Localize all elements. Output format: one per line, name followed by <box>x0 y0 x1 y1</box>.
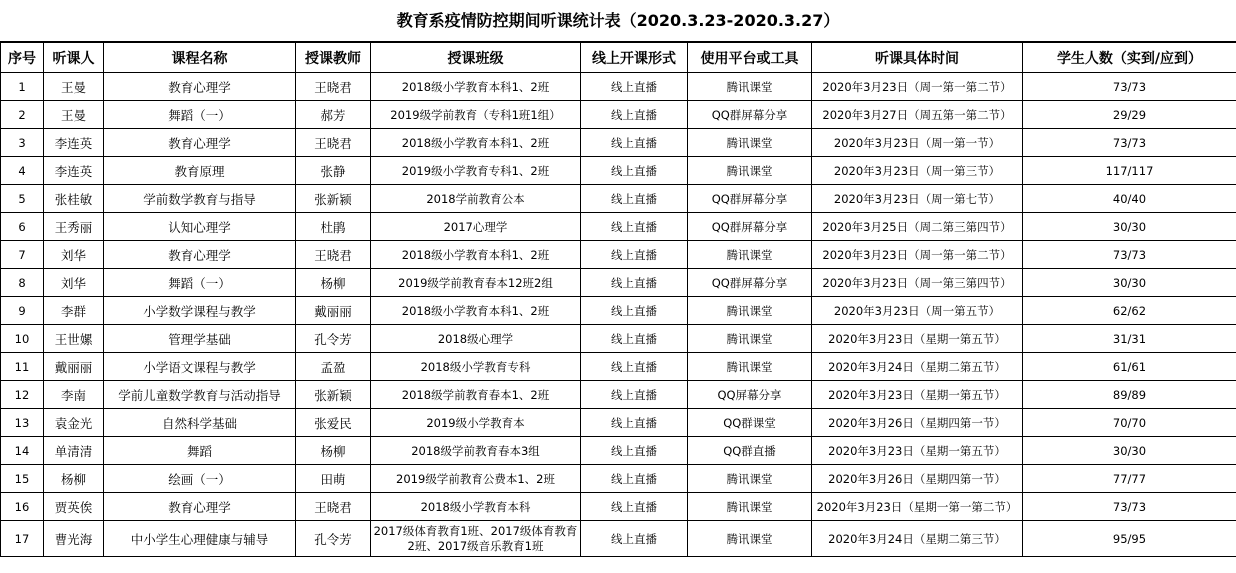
cell-students[interactable]: 31/31 <box>1023 325 1236 353</box>
cell-format[interactable]: 线上直播 <box>581 101 688 129</box>
cell-platform[interactable]: 腾讯课堂 <box>688 465 812 493</box>
cell-seq[interactable]: 4 <box>1 157 44 185</box>
table-row <box>1 269 1236 297</box>
cell-teacher[interactable]: 戴丽丽 <box>296 297 371 325</box>
attendance-table <box>0 42 1236 557</box>
cell-format[interactable]: 线上直播 <box>581 157 688 185</box>
cell-platform[interactable]: 腾讯课堂 <box>688 157 812 185</box>
cell-students[interactable]: 40/40 <box>1023 185 1236 213</box>
table-row <box>1 185 1236 213</box>
column-header-course[interactable]: 课程名称 <box>104 43 296 73</box>
cell-students[interactable]: 95/95 <box>1023 521 1236 557</box>
table-row <box>1 297 1236 325</box>
cell-students[interactable]: 30/30 <box>1023 269 1236 297</box>
cell-format[interactable]: 线上直播 <box>581 129 688 157</box>
cell-teacher[interactable]: 孔令芳 <box>296 521 371 557</box>
cell-class[interactable]: 2018级小学教育专科 <box>371 353 581 381</box>
cell-teacher[interactable]: 田萌 <box>296 465 371 493</box>
table-row <box>1 353 1236 381</box>
table-row <box>1 521 1236 557</box>
cell-class[interactable]: 2017心理学 <box>371 213 581 241</box>
table-header-row <box>1 43 1236 73</box>
cell-teacher[interactable]: 郝芳 <box>296 101 371 129</box>
column-header-platform[interactable]: 使用平台或工具 <box>688 43 812 73</box>
cell-teacher[interactable]: 王晓君 <box>296 129 371 157</box>
cell-time[interactable]: 2020年3月23日（周一第三第四节） <box>812 269 1023 297</box>
cell-class[interactable]: 2018级小学教育本科1、2班 <box>371 129 581 157</box>
cell-listener[interactable]: 王秀丽 <box>44 213 104 241</box>
cell-teacher[interactable]: 孟盈 <box>296 353 371 381</box>
cell-listener[interactable]: 李群 <box>44 297 104 325</box>
cell-listener[interactable]: 王曼 <box>44 73 104 101</box>
cell-class[interactable]: 2019级小学教育本 <box>371 409 581 437</box>
cell-class[interactable]: 2017级体育教育1班、2017级体育教育2班、2017级音乐教育1班 <box>371 521 581 557</box>
cell-platform[interactable]: 腾讯课堂 <box>688 353 812 381</box>
cell-course[interactable]: 舞蹈（一） <box>104 269 296 297</box>
cell-seq[interactable]: 6 <box>1 213 44 241</box>
cell-time[interactable]: 2020年3月26日（星期四第一节） <box>812 465 1023 493</box>
cell-time[interactable]: 2020年3月23日（星期一第五节） <box>812 325 1023 353</box>
cell-class[interactable]: 2019级学前教育春本12班2组 <box>371 269 581 297</box>
table-row <box>1 325 1236 353</box>
cell-course[interactable]: 教育心理学 <box>104 129 296 157</box>
table-row <box>1 73 1236 101</box>
cell-format[interactable]: 线上直播 <box>581 465 688 493</box>
cell-course[interactable]: 认知心理学 <box>104 213 296 241</box>
cell-time[interactable]: 2020年3月23日（周一第一节） <box>812 129 1023 157</box>
cell-time[interactable]: 2020年3月23日（周一第一第二节） <box>812 73 1023 101</box>
cell-class[interactable]: 2019级学前教育（专科1班1组） <box>371 101 581 129</box>
cell-course[interactable]: 绘画（一） <box>104 465 296 493</box>
cell-seq[interactable]: 2 <box>1 101 44 129</box>
cell-class[interactable]: 2018级小学教育本科1、2班 <box>371 73 581 101</box>
cell-time[interactable]: 2020年3月23日（周一第五节） <box>812 297 1023 325</box>
table-row <box>1 437 1236 465</box>
cell-platform[interactable]: 腾讯课堂 <box>688 521 812 557</box>
cell-seq[interactable]: 1 <box>1 73 44 101</box>
cell-teacher[interactable]: 孔令芳 <box>296 325 371 353</box>
cell-time[interactable]: 2020年3月23日（星期一第一第二节） <box>812 493 1023 521</box>
cell-seq[interactable]: 16 <box>1 493 44 521</box>
cell-class[interactable]: 2018级小学教育本科1、2班 <box>371 297 581 325</box>
cell-platform[interactable]: 腾讯课堂 <box>688 241 812 269</box>
cell-seq[interactable]: 12 <box>1 381 44 409</box>
cell-format[interactable]: 线上直播 <box>581 269 688 297</box>
cell-course[interactable]: 教育心理学 <box>104 73 296 101</box>
cell-seq[interactable]: 14 <box>1 437 44 465</box>
table-row <box>1 129 1236 157</box>
cell-students[interactable]: 73/73 <box>1023 129 1236 157</box>
cell-course[interactable]: 教育心理学 <box>104 241 296 269</box>
cell-class[interactable]: 2018级小学教育本科 <box>371 493 581 521</box>
cell-platform[interactable]: QQ群直播 <box>688 437 812 465</box>
cell-teacher[interactable]: 王晓君 <box>296 73 371 101</box>
cell-course[interactable]: 舞蹈（一） <box>104 101 296 129</box>
cell-course[interactable]: 学前数学教育与指导 <box>104 185 296 213</box>
cell-format[interactable]: 线上直播 <box>581 409 688 437</box>
cell-format[interactable]: 线上直播 <box>581 185 688 213</box>
cell-seq[interactable]: 10 <box>1 325 44 353</box>
cell-platform[interactable]: 腾讯课堂 <box>688 325 812 353</box>
column-header-students[interactable]: 学生人数（实到/应到） <box>1023 43 1236 73</box>
cell-listener[interactable]: 刘华 <box>44 241 104 269</box>
sheet-title: 教育系疫情防控期间听课统计表（2020.3.23-2020.3.27） <box>0 0 1236 42</box>
cell-time[interactable]: 2020年3月25日（周二第三第四节） <box>812 213 1023 241</box>
cell-listener[interactable]: 单清清 <box>44 437 104 465</box>
cell-seq[interactable]: 11 <box>1 353 44 381</box>
cell-teacher[interactable]: 张新颖 <box>296 381 371 409</box>
cell-course[interactable]: 学前儿童数学教育与活动指导 <box>104 381 296 409</box>
cell-course[interactable]: 自然科学基础 <box>104 409 296 437</box>
cell-teacher[interactable]: 杨柳 <box>296 269 371 297</box>
cell-format[interactable]: 线上直播 <box>581 241 688 269</box>
cell-students[interactable]: 117/117 <box>1023 157 1236 185</box>
cell-listener[interactable]: 王曼 <box>44 101 104 129</box>
cell-class[interactable]: 2018学前教育公本 <box>371 185 581 213</box>
cell-format[interactable]: 线上直播 <box>581 381 688 409</box>
cell-listener[interactable]: 张桂敏 <box>44 185 104 213</box>
cell-seq[interactable]: 17 <box>1 521 44 557</box>
cell-course[interactable]: 小学语文课程与教学 <box>104 353 296 381</box>
column-header-time[interactable]: 听课具体时间 <box>812 43 1023 73</box>
cell-seq[interactable]: 13 <box>1 409 44 437</box>
cell-format[interactable]: 线上直播 <box>581 437 688 465</box>
cell-listener[interactable]: 贾英俟 <box>44 493 104 521</box>
cell-students[interactable]: 73/73 <box>1023 241 1236 269</box>
cell-time[interactable]: 2020年3月24日（星期二第三节） <box>812 521 1023 557</box>
cell-seq[interactable]: 9 <box>1 297 44 325</box>
cell-teacher[interactable]: 杨柳 <box>296 437 371 465</box>
cell-course[interactable]: 中小学生心理健康与辅导 <box>104 521 296 557</box>
cell-time[interactable]: 2020年3月23日（周一第一第二节） <box>812 241 1023 269</box>
cell-class[interactable]: 2018级心理学 <box>371 325 581 353</box>
cell-format[interactable]: 线上直播 <box>581 353 688 381</box>
cell-listener[interactable]: 杨柳 <box>44 465 104 493</box>
cell-teacher[interactable]: 张爱民 <box>296 409 371 437</box>
cell-listener[interactable]: 刘华 <box>44 269 104 297</box>
cell-course[interactable]: 管理学基础 <box>104 325 296 353</box>
cell-platform[interactable]: 腾讯课堂 <box>688 129 812 157</box>
column-header-format[interactable]: 线上开课形式 <box>581 43 688 73</box>
cell-teacher[interactable]: 张新颍 <box>296 185 371 213</box>
cell-teacher[interactable]: 王晓君 <box>296 493 371 521</box>
cell-platform[interactable]: QQ群屏幕分享 <box>688 269 812 297</box>
column-header-listener[interactable]: 听课人 <box>44 43 104 73</box>
cell-students[interactable]: 77/77 <box>1023 465 1236 493</box>
cell-listener[interactable]: 李南 <box>44 381 104 409</box>
table-body <box>1 73 1236 557</box>
cell-course[interactable]: 教育心理学 <box>104 493 296 521</box>
cell-time[interactable]: 2020年3月24日（星期二第五节） <box>812 353 1023 381</box>
table-row <box>1 157 1236 185</box>
cell-listener[interactable]: 曹光海 <box>44 521 104 557</box>
cell-format[interactable]: 线上直播 <box>581 325 688 353</box>
cell-format[interactable]: 线上直播 <box>581 213 688 241</box>
cell-time[interactable]: 2020年3月23日（周一第七节） <box>812 185 1023 213</box>
cell-students[interactable]: 30/30 <box>1023 213 1236 241</box>
cell-listener[interactable]: 戴丽丽 <box>44 353 104 381</box>
cell-listener[interactable]: 李连英 <box>44 157 104 185</box>
cell-class[interactable]: 2018级学前教育春本3组 <box>371 437 581 465</box>
cell-students[interactable]: 61/61 <box>1023 353 1236 381</box>
cell-seq[interactable]: 15 <box>1 465 44 493</box>
cell-students[interactable]: 30/30 <box>1023 437 1236 465</box>
cell-students[interactable]: 70/70 <box>1023 409 1236 437</box>
column-header-seq[interactable]: 序号 <box>1 43 44 73</box>
cell-platform[interactable]: QQ群屏幕分享 <box>688 101 812 129</box>
cell-listener[interactable]: 李连英 <box>44 129 104 157</box>
cell-format[interactable]: 线上直播 <box>581 297 688 325</box>
table-row <box>1 241 1236 269</box>
cell-teacher[interactable]: 杜鹃 <box>296 213 371 241</box>
cell-platform[interactable]: QQ屏幕分享 <box>688 381 812 409</box>
cell-time[interactable]: 2020年3月23日（星期一第五节） <box>812 437 1023 465</box>
table-row <box>1 409 1236 437</box>
column-header-class[interactable]: 授课班级 <box>371 43 581 73</box>
cell-class[interactable]: 2018级小学教育本科1、2班 <box>371 241 581 269</box>
cell-time[interactable]: 2020年3月23日（星期一第五节） <box>812 381 1023 409</box>
table-row <box>1 101 1236 129</box>
cell-seq[interactable]: 3 <box>1 129 44 157</box>
cell-platform[interactable]: 腾讯课堂 <box>688 73 812 101</box>
column-header-teacher[interactable]: 授课教师 <box>296 43 371 73</box>
cell-platform[interactable]: 腾讯课堂 <box>688 493 812 521</box>
cell-class[interactable]: 2018级学前教育春本1、2班 <box>371 381 581 409</box>
cell-platform[interactable]: QQ群课堂 <box>688 409 812 437</box>
cell-teacher[interactable]: 张静 <box>296 157 371 185</box>
cell-seq[interactable]: 8 <box>1 269 44 297</box>
cell-class[interactable]: 2019级小学教育专科1、2班 <box>371 157 581 185</box>
cell-listener[interactable]: 王世嫘 <box>44 325 104 353</box>
cell-time[interactable]: 2020年3月27日（周五第一第二节） <box>812 101 1023 129</box>
cell-students[interactable]: 89/89 <box>1023 381 1236 409</box>
table-row <box>1 381 1236 409</box>
cell-platform[interactable]: 腾讯课堂 <box>688 297 812 325</box>
table-row <box>1 465 1236 493</box>
cell-students[interactable]: 73/73 <box>1023 493 1236 521</box>
cell-platform[interactable]: QQ群屏幕分享 <box>688 185 812 213</box>
cell-time[interactable]: 2020年3月26日（星期四第一节） <box>812 409 1023 437</box>
cell-format[interactable]: 线上直播 <box>581 493 688 521</box>
cell-time[interactable]: 2020年3月23日（周一第三节） <box>812 157 1023 185</box>
cell-format[interactable]: 线上直播 <box>581 73 688 101</box>
cell-course[interactable]: 小学数学课程与教学 <box>104 297 296 325</box>
cell-course[interactable]: 教育原理 <box>104 157 296 185</box>
cell-platform[interactable]: QQ群屏幕分享 <box>688 213 812 241</box>
cell-format[interactable]: 线上直播 <box>581 521 688 557</box>
cell-students[interactable]: 62/62 <box>1023 297 1236 325</box>
table-row <box>1 213 1236 241</box>
cell-class[interactable]: 2019级学前教育公费本1、2班 <box>371 465 581 493</box>
cell-students[interactable]: 29/29 <box>1023 101 1236 129</box>
cell-students[interactable]: 73/73 <box>1023 73 1236 101</box>
cell-seq[interactable]: 5 <box>1 185 44 213</box>
cell-course[interactable]: 舞蹈 <box>104 437 296 465</box>
cell-seq[interactable]: 7 <box>1 241 44 269</box>
cell-listener[interactable]: 袁金光 <box>44 409 104 437</box>
cell-teacher[interactable]: 王晓君 <box>296 241 371 269</box>
table-row <box>1 493 1236 521</box>
